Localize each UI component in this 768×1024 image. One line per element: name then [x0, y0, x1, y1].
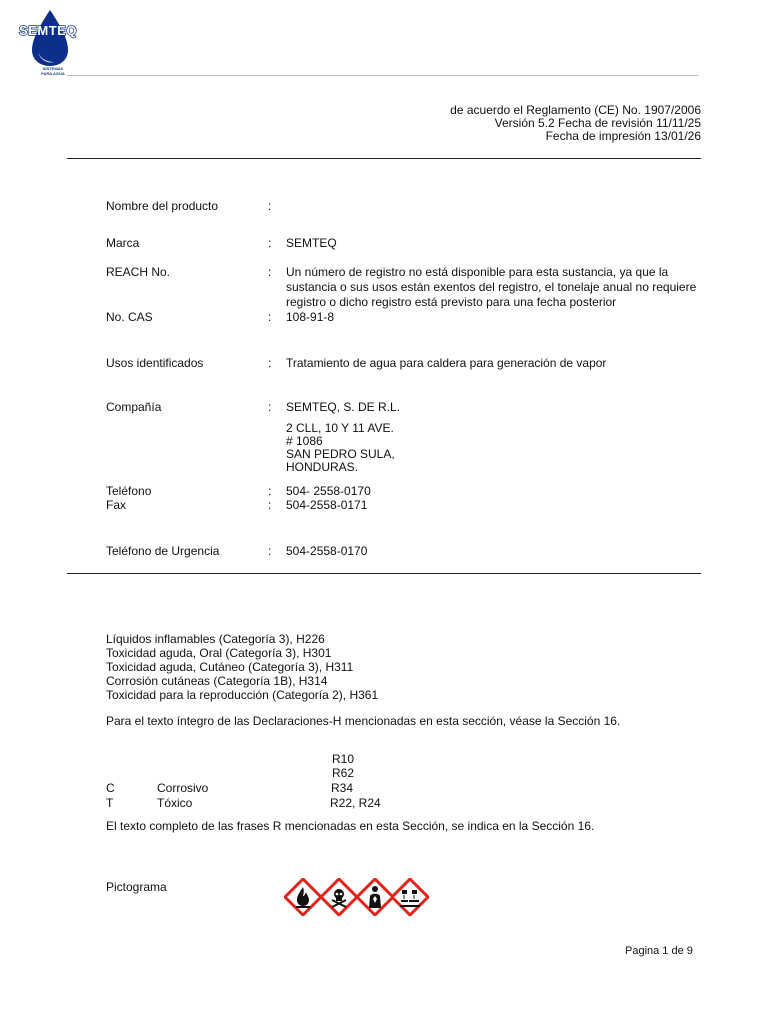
hazard-item: Líquidos inflamables (Categoría 3), H226: [106, 632, 325, 646]
regulation-text: de acuerdo el Reglamento (CE) No. 1907/2006: [450, 103, 701, 117]
address-line: SAN PEDRO SULA,: [286, 447, 395, 461]
r-phrase: R34: [331, 781, 354, 795]
section-top-rule: [67, 158, 701, 159]
r-symbol-code: T: [106, 796, 114, 810]
uses-label: Usos identificados: [106, 356, 204, 370]
colon: :: [268, 310, 272, 324]
pictogram-label: Pictograma: [106, 880, 167, 894]
page-number: Pagina 1 de 9: [625, 945, 693, 957]
print-date-text: Fecha de impresión 13/01/26: [545, 129, 701, 143]
brand-label: Marca: [106, 236, 140, 250]
colon: :: [268, 544, 272, 558]
colon: :: [268, 356, 272, 370]
company-label: Compañía: [106, 400, 162, 414]
logo-tagline-line1: SISTEMAS: [42, 66, 64, 71]
product-name-label: Nombre del producto: [106, 199, 219, 213]
svg-text:SEMTEQ: SEMTEQ: [19, 23, 77, 38]
cas-value: 108-91-8: [286, 310, 335, 324]
address-line: # 1086: [286, 434, 323, 448]
uses-value: Tratamiento de agua para caldera para generación de vapor: [286, 356, 607, 370]
hazard-item: Toxicidad aguda, Oral (Categoría 3), H301: [106, 646, 332, 660]
company-logo: [8, 8, 88, 74]
colon: :: [268, 236, 272, 250]
phone-value: 504- 2558-0170: [286, 484, 371, 498]
r-phrase: R10: [332, 752, 355, 766]
hazard-item: Toxicidad para la reproducción (Categoría 2), H361: [106, 688, 379, 702]
company-value: SEMTEQ, S. DE R.L.: [286, 400, 401, 414]
logo-tagline: [40, 66, 66, 76]
flame-icon: [284, 878, 322, 916]
hazard-classification-list: [106, 632, 378, 702]
phone-label: Teléfono: [106, 484, 152, 498]
cas-label: No. CAS: [106, 310, 153, 324]
corrosion-icon: [391, 878, 429, 916]
r-phrases-note: El texto completo de las frases R mencionadas en esta Sección, se indica en la Sección 16.: [106, 819, 595, 833]
health-hazard-icon: [356, 878, 394, 916]
colon: :: [268, 265, 272, 279]
emergency-phone-label: Teléfono de Urgencia: [106, 544, 220, 558]
fax-label: Fax: [106, 498, 127, 512]
fax-value: 504-2558-0171: [286, 498, 368, 512]
company-address: [286, 422, 395, 474]
r-phrase: R22, R24: [330, 796, 381, 810]
r-symbol-code: C: [106, 781, 115, 795]
colon: :: [268, 498, 272, 512]
colon: :: [268, 199, 272, 213]
water-drop-logo-icon: [8, 8, 88, 68]
r-symbol-name: Corrosivo: [157, 781, 209, 795]
logo-tagline-line2: PARA AGUA: [41, 71, 65, 76]
colon: :: [268, 400, 272, 414]
version-text: Versión 5.2 Fecha de revisión 11/11/25: [494, 116, 701, 130]
reach-value: Un número de registro no está disponible para esta sustancia, ya que la sustancia o sus usos están exentos del registro, el tonelaje anual no requiere registro o dicho registro está previsto para una fecha posterior: [286, 265, 697, 309]
section-bottom-rule: [67, 573, 701, 574]
skull-crossbones-icon: [320, 878, 358, 916]
address-line: 2 CLL, 10 Y 11 AVE.: [286, 421, 394, 435]
r-phrase: R62: [332, 766, 355, 780]
address-line: HONDURAS.: [286, 460, 359, 474]
r-symbol-name: Tóxico: [157, 796, 193, 810]
emergency-phone-value: 504-2558-0170: [286, 544, 368, 558]
colon: :: [268, 484, 272, 498]
h-statements-note: Para el texto íntegro de las Declaraciones-H mencionadas en esta sección, véase la Sección 16.: [106, 714, 621, 728]
hazard-item: Toxicidad aguda, Cutáneo (Categoría 3), H311: [106, 660, 354, 674]
brand-value: SEMTEQ: [286, 236, 337, 250]
hazard-item: Corrosión cutáneas (Categoría 1B), H314: [106, 674, 328, 688]
header-divider: [67, 75, 698, 76]
reach-label: REACH No.: [106, 265, 171, 279]
